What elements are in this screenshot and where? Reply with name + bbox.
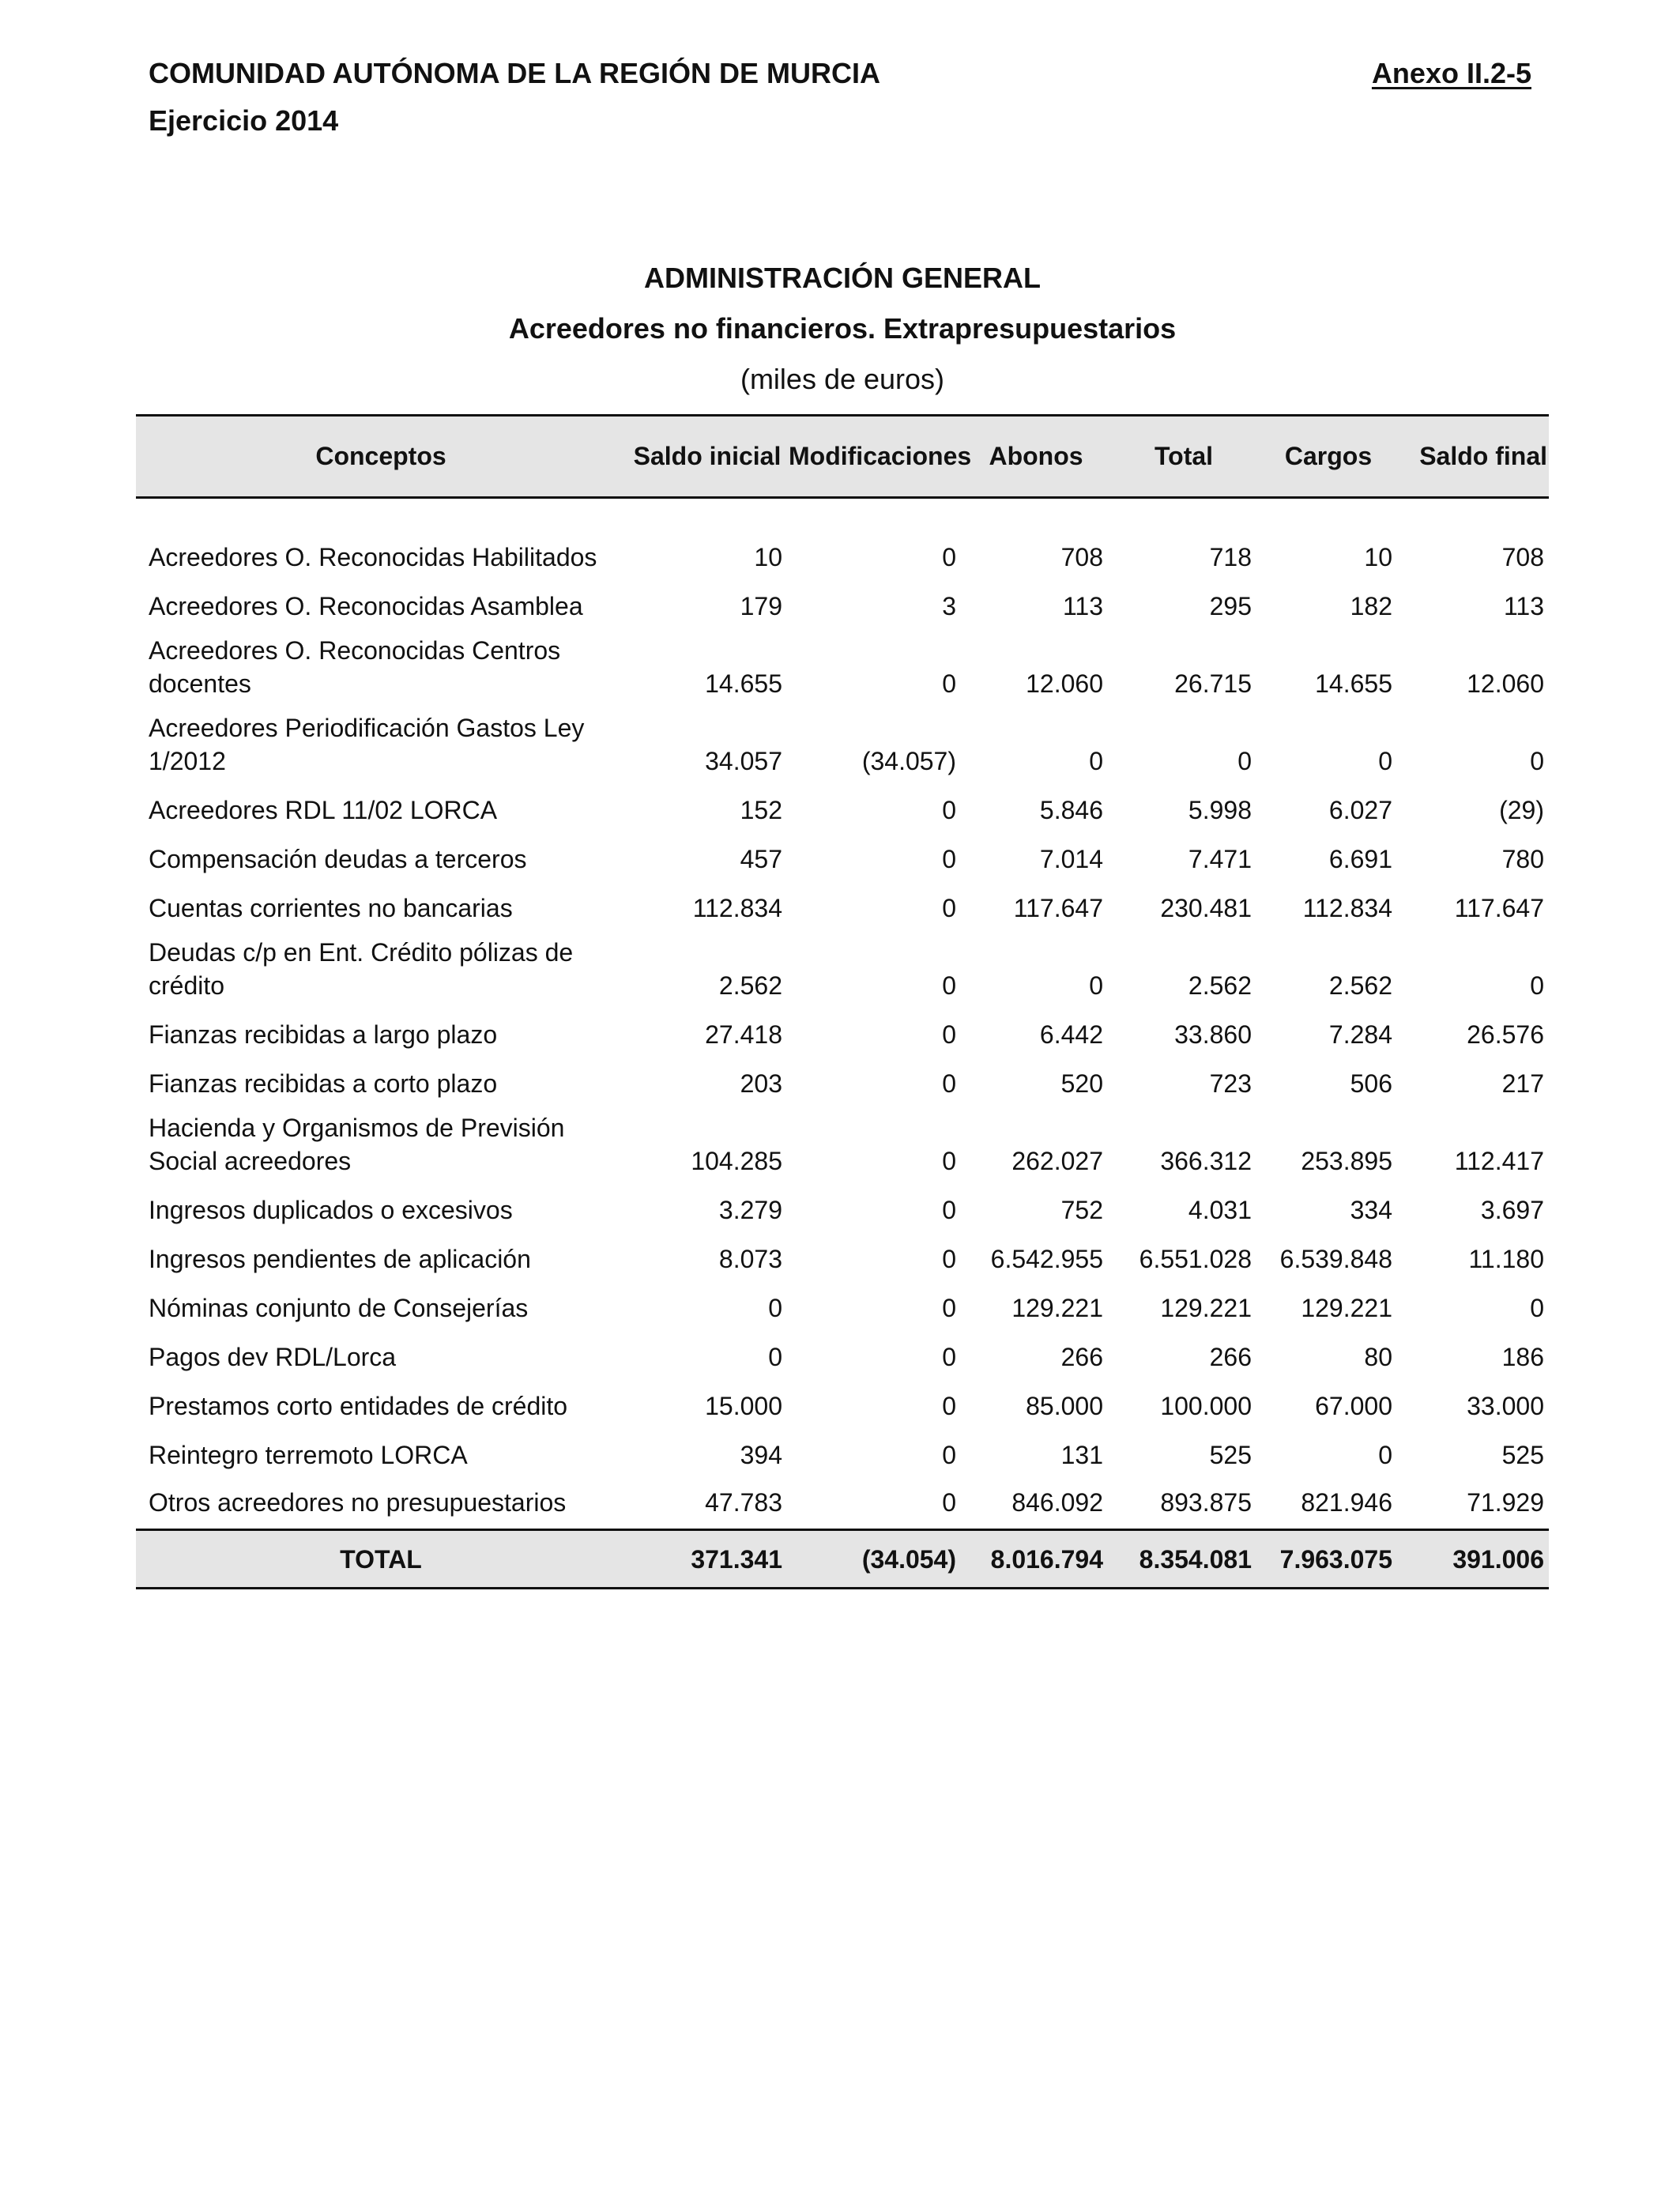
cell-saldo-final: 217 (1501, 1069, 1544, 1098)
cell-abonos: 131 (1060, 1440, 1103, 1469)
cell-total: 366.312 (1160, 1146, 1252, 1175)
cell-concept: Cuentas corrientes no bancarias (149, 893, 513, 922)
cell-concept: Nóminas conjunto de Consejerías (149, 1293, 529, 1322)
cell-cargos: 253.895 (1301, 1146, 1392, 1175)
table-row (136, 1012, 1549, 1061)
cell-cargos: 821.946 (1301, 1488, 1392, 1517)
cell-modificaciones: (34.054) (861, 1544, 956, 1574)
cell-abonos: 708 (1060, 542, 1103, 571)
table-body (136, 498, 1549, 1589)
cell-modificaciones: 0 (942, 669, 956, 698)
cell-concept: Prestamos corto entidades de crédito (149, 1391, 568, 1420)
cell-saldo-final: 117.647 (1454, 893, 1544, 922)
cell-concept: Hacienda y Organismos de Previsión Social acreedores (149, 1113, 565, 1175)
cell-saldo-final: 186 (1501, 1342, 1544, 1371)
cell-concept: Compensación deudas a terceros (149, 844, 527, 873)
cell-modificaciones: 0 (942, 1488, 956, 1517)
cell-abonos: 6.542.955 (990, 1244, 1103, 1273)
table-row (136, 1110, 1549, 1187)
table-row (136, 583, 1549, 632)
cell-saldo-final: 780 (1501, 844, 1544, 873)
cell-modificaciones: 0 (942, 1146, 956, 1175)
cell-saldo-final: 33.000 (1467, 1391, 1544, 1420)
cell-saldo-final: 12.060 (1467, 669, 1544, 698)
annex-reference: Anexo II.2-5 (1371, 57, 1531, 89)
cell-saldo-inicial: 179 (740, 591, 782, 620)
organization-name: COMUNIDAD AUTÓNOMA DE LA REGIÓN DE MURCIA (149, 57, 880, 89)
table-row (136, 710, 1549, 787)
table-row (136, 1481, 1549, 1530)
page-header (149, 52, 1531, 147)
cell-abonos: 7.014 (1039, 844, 1103, 873)
table-row (136, 1432, 1549, 1481)
table-row (136, 1285, 1549, 1334)
cell-saldo-final: 71.929 (1467, 1488, 1544, 1517)
cell-cargos: 7.284 (1328, 1020, 1392, 1049)
cell-modificaciones: 0 (942, 1195, 956, 1224)
report-titles (136, 258, 1549, 400)
cell-concept: Ingresos pendientes de aplicación (149, 1244, 531, 1273)
cell-saldo-inicial: 3.279 (718, 1195, 782, 1224)
total-row (136, 1530, 1549, 1589)
cell-cargos: 2.562 (1328, 971, 1392, 1000)
cell-modificaciones: 0 (942, 893, 956, 922)
cell-total: 295 (1209, 591, 1252, 620)
cell-saldo-final: 113 (1503, 591, 1544, 620)
cell-concept: Acreedores O. Reconocidas Asamblea (149, 591, 583, 620)
cell-total: 718 (1209, 542, 1252, 571)
cell-modificaciones: (34.057) (861, 746, 956, 775)
cell-total: 2.562 (1188, 971, 1252, 1000)
cell-cargos: 182 (1350, 591, 1392, 620)
cell-abonos: 12.060 (1026, 669, 1103, 698)
table-row (136, 534, 1549, 583)
cell-saldo-inicial: 10 (754, 542, 782, 571)
cell-saldo-inicial: 14.655 (705, 669, 782, 698)
cell-concept: Fianzas recibidas a corto plazo (149, 1069, 498, 1098)
cell-saldo-inicial: 2.562 (718, 971, 782, 1000)
cell-total: 4.031 (1188, 1195, 1252, 1224)
cell-total: 893.875 (1160, 1488, 1252, 1517)
report-subtitle: Acreedores no financieros. Extrapresupuestarios (508, 312, 1177, 345)
cell-modificaciones: 0 (942, 971, 956, 1000)
table-row (136, 885, 1549, 934)
cell-total: 723 (1209, 1069, 1252, 1098)
cell-modificaciones: 0 (942, 1020, 956, 1049)
cell-saldo-inicial: 15.000 (705, 1391, 782, 1420)
cell-cargos: 0 (1378, 746, 1392, 775)
cell-abonos: 520 (1060, 1069, 1103, 1098)
cell-abonos: 752 (1060, 1195, 1103, 1224)
cell-concept: Acreedores Periodificación Gastos Ley 1/2012 (149, 713, 585, 775)
cell-saldo-inicial: 104.285 (691, 1146, 782, 1175)
cell-concept: Pagos dev RDL/Lorca (149, 1342, 397, 1371)
cell-saldo-inicial: 8.073 (718, 1244, 782, 1273)
cell-modificaciones: 0 (942, 1244, 956, 1273)
cell-modificaciones: 0 (942, 542, 956, 571)
cell-abonos: 0 (1089, 971, 1103, 1000)
cell-cargos: 14.655 (1315, 669, 1392, 698)
exercise-year: Ejercicio 2014 (149, 104, 339, 137)
column-header-saldo-inicial: Saldo inicial (633, 442, 782, 470)
cell-saldo-final: 26.576 (1467, 1020, 1544, 1049)
cell-modificaciones: 3 (942, 591, 956, 620)
report-units: (miles de euros) (740, 363, 945, 395)
cell-abonos: 117.647 (1013, 893, 1103, 922)
cell-cargos: 10 (1364, 542, 1392, 571)
cell-saldo-final: 0 (1530, 746, 1544, 775)
cell-saldo-inicial: 371.341 (691, 1544, 782, 1574)
column-header-cargos: Cargos (1284, 442, 1373, 470)
table-row (136, 934, 1549, 1012)
cell-concept: Acreedores RDL 11/02 LORCA (149, 795, 498, 824)
table-row (136, 632, 1549, 710)
cell-modificaciones: 0 (942, 1342, 956, 1371)
cell-total: 26.715 (1174, 669, 1252, 698)
cell-concept: Fianzas recibidas a largo plazo (149, 1020, 498, 1049)
cell-concept: Acreedores O. Reconocidas Centros docentes (149, 635, 561, 698)
table-row (136, 1061, 1549, 1110)
cell-modificaciones: 0 (942, 1069, 956, 1098)
cell-concept: TOTAL (340, 1544, 422, 1574)
cell-total: 230.481 (1160, 893, 1252, 922)
table-row (136, 1334, 1549, 1383)
cell-saldo-final: 391.006 (1452, 1544, 1544, 1574)
cell-cargos: 112.834 (1302, 893, 1392, 922)
cell-cargos: 6.027 (1328, 795, 1392, 824)
cell-saldo-inicial: 34.057 (705, 746, 782, 775)
cell-modificaciones: 0 (942, 795, 956, 824)
cell-total: 100.000 (1160, 1391, 1252, 1420)
cell-total: 7.471 (1188, 844, 1252, 873)
cell-cargos: 67.000 (1315, 1391, 1392, 1420)
cell-abonos: 6.442 (1039, 1020, 1103, 1049)
cell-abonos: 262.027 (1011, 1146, 1103, 1175)
cell-total: 0 (1237, 746, 1252, 775)
cell-saldo-final: 0 (1530, 971, 1544, 1000)
cell-cargos: 6.691 (1328, 844, 1392, 873)
cell-saldo-final: 525 (1501, 1440, 1544, 1469)
cell-saldo-inicial: 457 (740, 844, 782, 873)
table-row (136, 1187, 1549, 1236)
cell-saldo-final: 708 (1501, 542, 1544, 571)
cell-saldo-inicial: 394 (740, 1440, 782, 1469)
cell-total: 8.354.081 (1139, 1544, 1252, 1574)
cell-cargos: 7.963.075 (1279, 1544, 1392, 1574)
cell-saldo-final: 3.697 (1480, 1195, 1544, 1224)
table-row (136, 836, 1549, 885)
cell-cargos: 506 (1350, 1069, 1392, 1098)
cell-abonos: 129.221 (1011, 1293, 1103, 1322)
cell-modificaciones: 0 (942, 844, 956, 873)
cell-saldo-final: 112.417 (1454, 1146, 1544, 1175)
cell-concept: Acreedores O. Reconocidas Habilitados (149, 542, 597, 571)
cell-cargos: 6.539.848 (1279, 1244, 1392, 1273)
cell-abonos: 5.846 (1039, 795, 1103, 824)
cell-concept: Reintegro terremoto LORCA (149, 1440, 468, 1469)
cell-saldo-inicial: 203 (740, 1069, 782, 1098)
cell-modificaciones: 0 (942, 1440, 956, 1469)
cell-total: 525 (1209, 1440, 1252, 1469)
creditors-table (136, 414, 1549, 1589)
cell-abonos: 266 (1060, 1342, 1103, 1371)
cell-total: 266 (1209, 1342, 1252, 1371)
column-header-total: Total (1154, 442, 1214, 470)
cell-modificaciones: 0 (942, 1391, 956, 1420)
table-row (136, 1383, 1549, 1432)
cell-abonos: 113 (1062, 591, 1103, 620)
report-title: ADMINISTRACIÓN GENERAL (644, 262, 1041, 294)
cell-concept: Otros acreedores no presupuestarios (149, 1488, 567, 1517)
cell-total: 33.860 (1174, 1020, 1252, 1049)
column-header-modificaciones: Modificaciones (789, 442, 972, 470)
cell-concept: Deudas c/p en Ent. Crédito pólizas de crédito (149, 937, 574, 1000)
cell-saldo-inicial: 0 (768, 1342, 782, 1371)
cell-saldo-final: 11.180 (1468, 1244, 1544, 1273)
cell-saldo-final: (29) (1499, 795, 1544, 824)
column-header-saldo-final: Saldo final (1419, 442, 1547, 470)
cell-cargos: 0 (1378, 1440, 1392, 1469)
column-header-abonos: Abonos (989, 442, 1083, 470)
cell-saldo-inicial: 152 (740, 795, 782, 824)
table-spacer (136, 498, 1549, 534)
cell-modificaciones: 0 (942, 1293, 956, 1322)
cell-total: 129.221 (1160, 1293, 1252, 1322)
cell-saldo-inicial: 47.783 (705, 1488, 782, 1517)
cell-abonos: 8.016.794 (990, 1544, 1103, 1574)
table-row (136, 787, 1549, 836)
table-row (136, 1236, 1549, 1285)
cell-abonos: 846.092 (1011, 1488, 1103, 1517)
cell-cargos: 334 (1350, 1195, 1392, 1224)
cell-abonos: 85.000 (1026, 1391, 1103, 1420)
cell-cargos: 80 (1364, 1342, 1392, 1371)
cell-saldo-inicial: 112.834 (692, 893, 782, 922)
cell-total: 6.551.028 (1139, 1244, 1252, 1273)
cell-saldo-inicial: 27.418 (705, 1020, 782, 1049)
cell-total: 5.998 (1188, 795, 1252, 824)
table-header-row (136, 416, 1549, 498)
cell-concept: Ingresos duplicados o excesivos (149, 1195, 513, 1224)
cell-abonos: 0 (1089, 746, 1103, 775)
cell-cargos: 129.221 (1301, 1293, 1392, 1322)
cell-saldo-inicial: 0 (768, 1293, 782, 1322)
column-header-concept: Conceptos (315, 442, 446, 470)
cell-saldo-final: 0 (1530, 1293, 1544, 1322)
